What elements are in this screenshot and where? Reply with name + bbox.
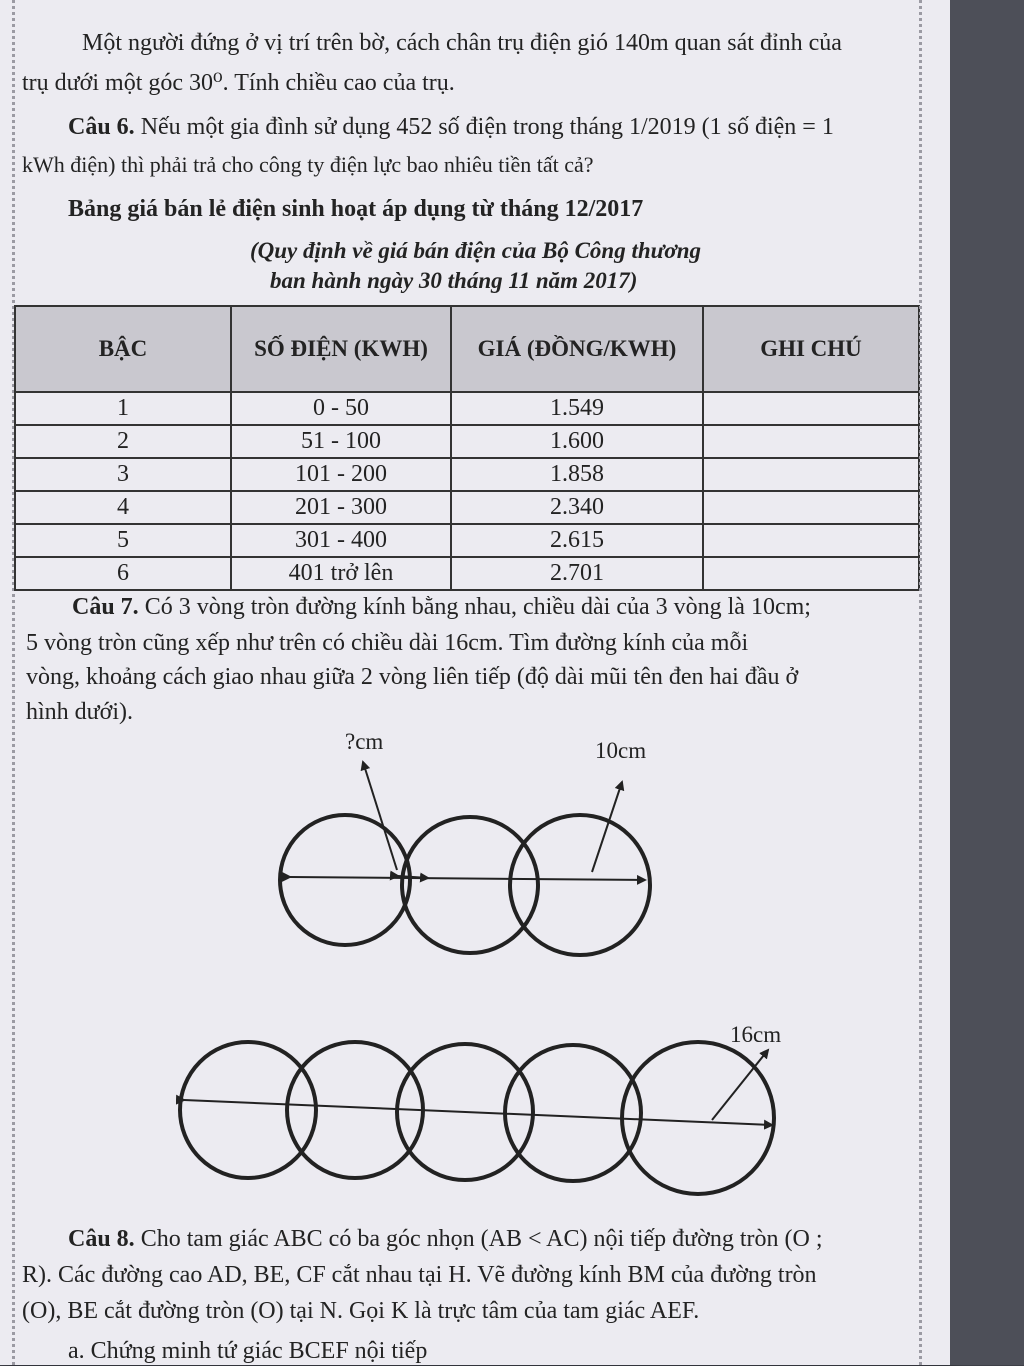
q5-text-line2: trụ dưới một góc 30⁰. Tính chiều cao của trụ. [22, 70, 455, 96]
header-ghi-chu: GHI CHÚ [703, 306, 919, 392]
circle-5 [622, 1042, 774, 1194]
label-10cm: 10cm [595, 738, 647, 763]
header-so-dien: SỐ ĐIỆN (KWH) [231, 306, 451, 392]
q7-text-line1: Có 3 vòng tròn đường kính bằng nhau, chiều dài của 3 vòng là 10cm; [144, 594, 811, 620]
q7-text-line2: 5 vòng tròn cũng xếp như trên có chiều dài 16cm. Tìm đường kính của mỗi [26, 630, 749, 656]
cell-bac: 1 [15, 392, 231, 425]
header-bac: BẬC [15, 306, 231, 392]
label-unknown-cm: ?cm [345, 729, 384, 754]
q8-label: Câu 8. [68, 1226, 135, 1252]
q8-text-line2: R). Các đường cao AD, BE, CF cắt nhau tại H. Vẽ đường kính BM của đường tròn [22, 1262, 817, 1288]
cell-so-dien: 401 trở lên [231, 557, 451, 590]
circle-2 [402, 817, 538, 953]
cell-bac: 3 [15, 458, 231, 491]
table-title: Bảng giá bán lẻ điện sinh hoạt áp dụng từ tháng 12/2017 [68, 196, 644, 222]
q8-part-a: a. Chứng minh tứ giác BCEF nội tiếp [68, 1338, 428, 1364]
length-arrow-16cm [184, 1100, 772, 1125]
cell-gia: 2.701 [451, 557, 703, 590]
cell-bac: 2 [15, 425, 231, 458]
cell-so-dien: 51 - 100 [231, 425, 451, 458]
q7-text-line4: hình dưới). [26, 699, 134, 725]
cell-bac: 5 [15, 524, 231, 557]
table-subtitle-1: (Quy định về giá bán điện của Bộ Công thương [250, 238, 702, 263]
cell-gia: 2.615 [451, 524, 703, 557]
length-arrow-10cm [290, 877, 645, 880]
cell-bac: 6 [15, 557, 231, 590]
label-16cm: 16cm [730, 1022, 782, 1047]
cell-gia: 1.549 [451, 392, 703, 425]
cell-so-dien: 201 - 300 [231, 491, 451, 524]
unknown-pointer-arrow [363, 762, 397, 870]
cell-so-dien: 301 - 400 [231, 524, 451, 557]
cell-gia: 1.600 [451, 425, 703, 458]
q8-text-line1: Cho tam giác ABC có ba góc nhọn (AB < AC) nội tiếp đường tròn (O ; [140, 1226, 823, 1252]
q6-text-line1: Nếu một gia đình sử dụng 452 số điện trong tháng 1/2019 (1 số điện = 1 [140, 114, 834, 140]
cell-so-dien: 0 - 50 [231, 392, 451, 425]
q6-label: Câu 6. [68, 114, 135, 140]
q5-text-line1: Một người đứng ở vị trí trên bờ, cách chân trụ điện gió 140m quan sát đỉnh của [82, 30, 842, 56]
q6-text-line2: kWh điện) thì phải trả cho công ty điện lực bao nhiêu tiền tất cả? [22, 152, 594, 177]
header-gia: GIÁ (ĐỒNG/KWH) [451, 306, 703, 392]
q7-text-line3: vòng, khoảng cách giao nhau giữa 2 vòng liên tiếp (độ dài mũi tên đen hai đầu ở [26, 664, 799, 690]
figure-five-circles [180, 1042, 774, 1194]
cell-bac: 4 [15, 491, 231, 524]
circle-1 [180, 1042, 316, 1178]
length-pointer-arrow [712, 1050, 768, 1120]
table-subtitle-2: ban hành ngày 30 tháng 11 năm 2017) [270, 268, 638, 293]
adjacent-page-edge [950, 0, 1024, 1365]
cell-gia: 1.858 [451, 458, 703, 491]
circle-3 [510, 815, 650, 955]
circle-1 [280, 815, 410, 945]
q8-text-line3: (O), BE cắt đường tròn (O) tại N. Gọi K là trực tâm của tam giác AEF. [22, 1298, 700, 1324]
q7-label: Câu 7. [72, 594, 139, 620]
figure-three-circles [280, 762, 650, 955]
cell-gia: 2.340 [451, 491, 703, 524]
cell-so-dien: 101 - 200 [231, 458, 451, 491]
q8-line1 [68, 1224, 823, 1254]
